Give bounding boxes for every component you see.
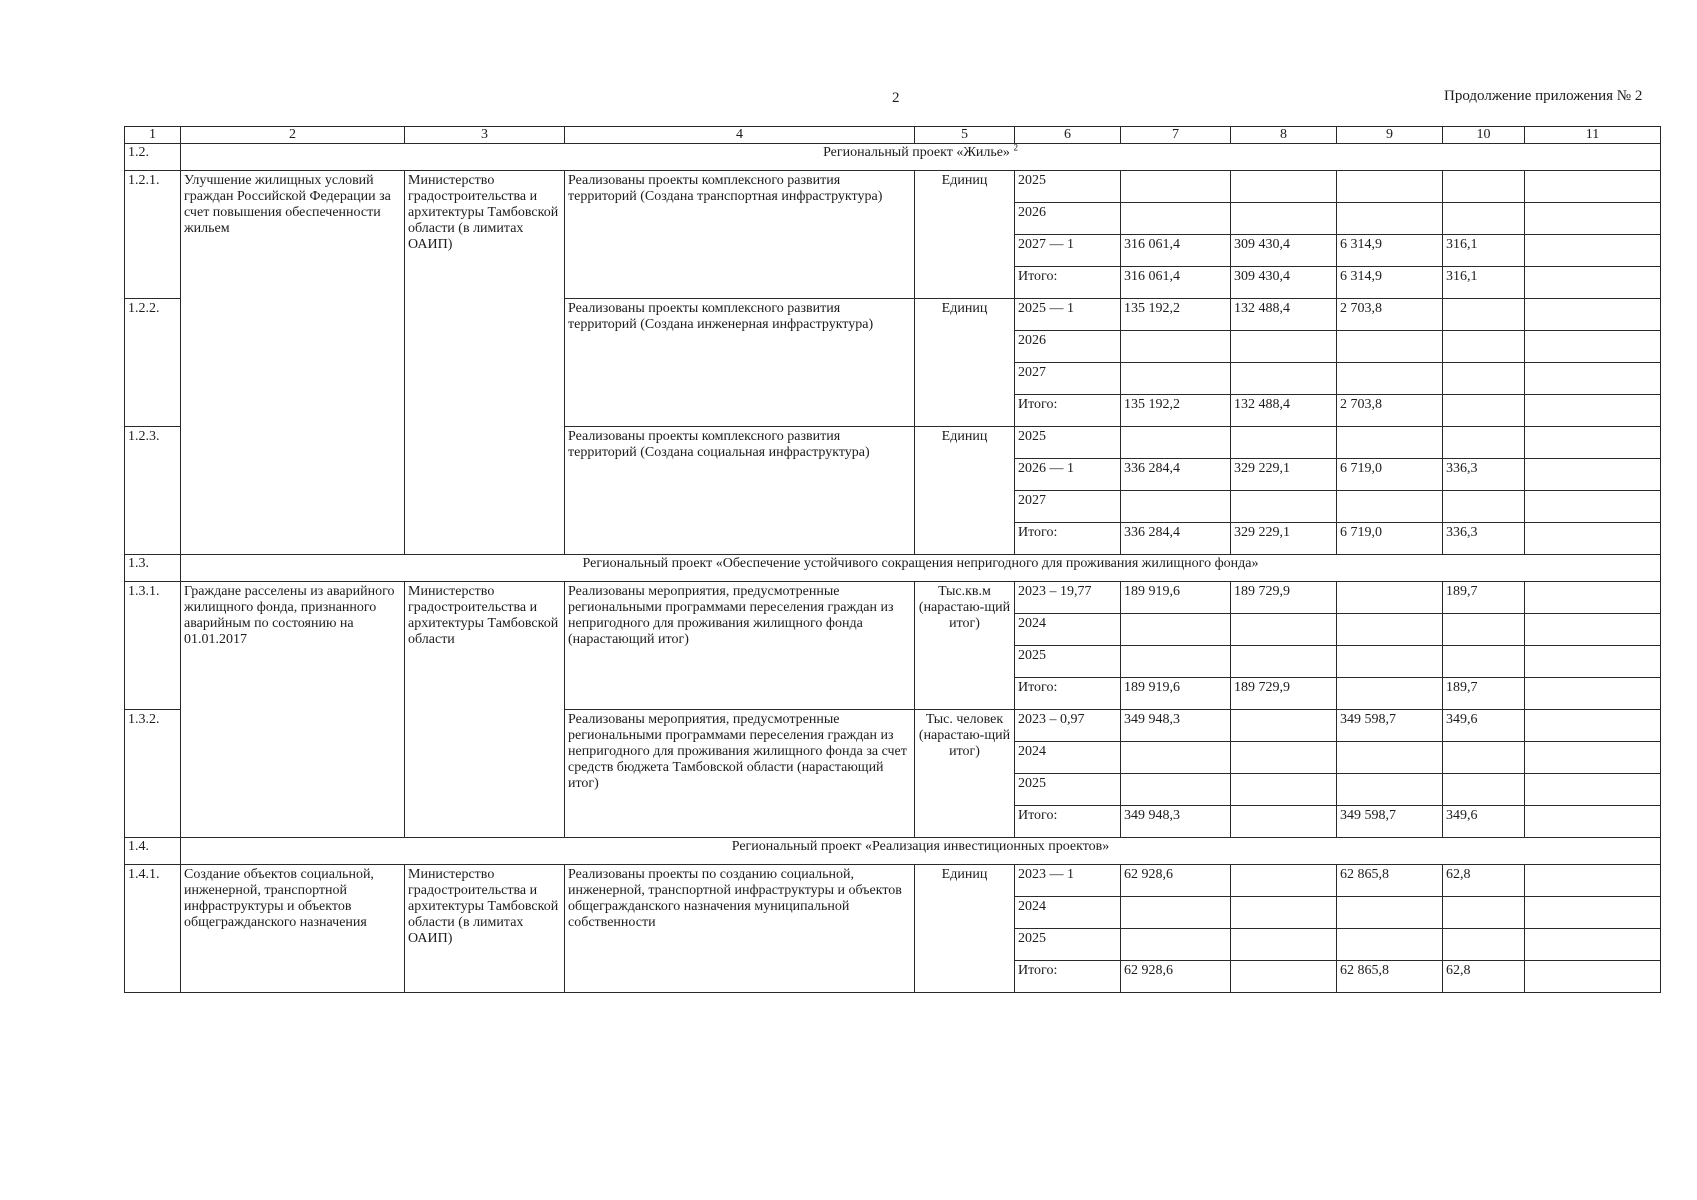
value-cell (1231, 331, 1337, 363)
appendix-continuation: Продолжение приложения № 2 (1444, 88, 1643, 104)
value-cell: 2 703,8 (1337, 299, 1443, 331)
value-cell: 336,3 (1443, 459, 1525, 491)
year-cell: 2026 — 1 (1015, 459, 1121, 491)
value-cell (1525, 523, 1661, 555)
value-cell (1231, 646, 1337, 678)
result-description: Реализованы проекты комплексного развития территорий (Создана транспортная инфраструктура) (565, 171, 915, 299)
appendix-table (124, 126, 1661, 993)
value-cell (1337, 742, 1443, 774)
value-cell (1443, 646, 1525, 678)
value-cell: 189 919,6 (1121, 582, 1231, 614)
year-cell: 2025 (1015, 427, 1121, 459)
value-cell: 329 229,1 (1231, 523, 1337, 555)
value-cell (1121, 646, 1231, 678)
section-title (181, 144, 1661, 171)
value-cell (1443, 491, 1525, 523)
total-label: Итого: (1015, 267, 1121, 299)
section-title: Региональный проект «Обеспечение устойчивого сокращения непригодного для проживания жилищного фонда» (181, 555, 1661, 582)
value-cell (1443, 331, 1525, 363)
value-cell: 189 919,6 (1121, 678, 1231, 710)
value-cell (1121, 203, 1231, 235)
value-cell (1337, 897, 1443, 929)
value-cell (1121, 171, 1231, 203)
item-number: 1.4.1. (125, 865, 181, 993)
value-cell: 349 598,7 (1337, 806, 1443, 838)
task-executor: Министерство градостроительства и архитектуры Тамбовской области (405, 582, 565, 838)
value-cell: 189 729,9 (1231, 678, 1337, 710)
value-cell: 349,6 (1443, 806, 1525, 838)
value-cell: 336 284,4 (1121, 523, 1231, 555)
page-number: 2 (892, 90, 900, 106)
value-cell: 62 865,8 (1337, 865, 1443, 897)
column-header: 2 (181, 127, 405, 144)
value-cell (1443, 742, 1525, 774)
item-number: 1.2.1. (125, 171, 181, 299)
value-cell (1525, 299, 1661, 331)
value-cell (1525, 897, 1661, 929)
value-cell (1525, 774, 1661, 806)
value-cell: 329 229,1 (1231, 459, 1337, 491)
value-cell (1525, 806, 1661, 838)
item-number: 1.3.1. (125, 582, 181, 710)
value-cell (1525, 235, 1661, 267)
value-cell (1337, 774, 1443, 806)
value-cell (1231, 491, 1337, 523)
value-cell: 349 598,7 (1337, 710, 1443, 742)
value-cell (1121, 363, 1231, 395)
total-label: Итого: (1015, 806, 1121, 838)
year-cell: 2025 (1015, 929, 1121, 961)
column-header: 3 (405, 127, 565, 144)
value-cell: 336,3 (1443, 523, 1525, 555)
value-cell (1443, 363, 1525, 395)
task-executor: Министерство градостроительства и архитектуры Тамбовской области (в лимитах ОАИП) (405, 171, 565, 555)
year-cell: 2026 (1015, 203, 1121, 235)
table-row (125, 865, 1661, 897)
value-cell: 189 729,9 (1231, 582, 1337, 614)
value-cell (1231, 427, 1337, 459)
value-cell (1443, 299, 1525, 331)
value-cell (1337, 331, 1443, 363)
column-header: 9 (1337, 127, 1443, 144)
value-cell (1525, 865, 1661, 897)
value-cell (1231, 774, 1337, 806)
column-header: 4 (565, 127, 915, 144)
value-cell (1337, 678, 1443, 710)
value-cell (1231, 806, 1337, 838)
unit-of-measure: Тыс.кв.м (нарастаю-щий итог) (915, 582, 1015, 710)
value-cell: 309 430,4 (1231, 267, 1337, 299)
result-description: Реализованы мероприятия, предусмотренные региональными программами переселения граждан из непригодного для проживания жилищного фонда за счет средств бюджета Тамбовской области (нарастающий итог) (565, 710, 915, 838)
value-cell: 189,7 (1443, 582, 1525, 614)
value-cell (1231, 614, 1337, 646)
value-cell (1337, 427, 1443, 459)
value-cell (1337, 646, 1443, 678)
section-row (125, 555, 1661, 582)
value-cell (1337, 929, 1443, 961)
value-cell (1525, 363, 1661, 395)
value-cell: 6 719,0 (1337, 523, 1443, 555)
task-executor: Министерство градостроительства и архитектуры Тамбовской области (в лимитах ОАИП) (405, 865, 565, 993)
value-cell (1337, 614, 1443, 646)
value-cell (1337, 582, 1443, 614)
item-number: 1.2.2. (125, 299, 181, 427)
value-cell (1121, 614, 1231, 646)
column-numbers-row (125, 127, 1661, 144)
section-number: 1.2. (125, 144, 181, 171)
table-row (125, 171, 1661, 203)
unit-of-measure: Тыс. человек (нарастаю-щий итог) (915, 710, 1015, 838)
year-cell: 2023 – 0,97 (1015, 710, 1121, 742)
value-cell (1231, 897, 1337, 929)
table-row (125, 582, 1661, 614)
total-label: Итого: (1015, 678, 1121, 710)
year-cell: 2027 (1015, 363, 1121, 395)
value-cell (1231, 742, 1337, 774)
year-cell: 2023 – 19,77 (1015, 582, 1121, 614)
value-cell (1525, 710, 1661, 742)
value-cell (1231, 961, 1337, 993)
value-cell: 62,8 (1443, 865, 1525, 897)
result-description: Реализованы проекты по созданию социальной, инженерной, транспортной инфраструктуры и объектов общегражданского назначения муниципальной собственности (565, 865, 915, 993)
value-cell: 135 192,2 (1121, 395, 1231, 427)
value-cell: 62 928,6 (1121, 865, 1231, 897)
total-label: Итого: (1015, 395, 1121, 427)
item-number: 1.3.2. (125, 710, 181, 838)
value-cell (1525, 427, 1661, 459)
value-cell (1525, 742, 1661, 774)
value-cell (1443, 897, 1525, 929)
value-cell (1443, 203, 1525, 235)
value-cell: 135 192,2 (1121, 299, 1231, 331)
value-cell: 189,7 (1443, 678, 1525, 710)
value-cell (1525, 646, 1661, 678)
value-cell (1337, 491, 1443, 523)
value-cell (1525, 929, 1661, 961)
value-cell (1525, 491, 1661, 523)
item-number: 1.2.3. (125, 427, 181, 555)
value-cell: 2 703,8 (1337, 395, 1443, 427)
unit-of-measure: Единиц (915, 299, 1015, 427)
value-cell (1443, 171, 1525, 203)
year-cell: 2023 — 1 (1015, 865, 1121, 897)
value-cell (1443, 427, 1525, 459)
value-cell (1337, 171, 1443, 203)
value-cell (1443, 929, 1525, 961)
column-header: 7 (1121, 127, 1231, 144)
year-cell: 2025 (1015, 646, 1121, 678)
value-cell (1525, 267, 1661, 299)
column-header: 8 (1231, 127, 1337, 144)
value-cell: 309 430,4 (1231, 235, 1337, 267)
result-description: Реализованы проекты комплексного развития территорий (Создана инженерная инфраструктура) (565, 299, 915, 427)
value-cell: 6 314,9 (1337, 267, 1443, 299)
task-name: Создание объектов социальной, инженерной, транспортной инфраструктуры и объектов общегражданского назначения (181, 865, 405, 993)
value-cell: 349 948,3 (1121, 710, 1231, 742)
value-cell (1121, 491, 1231, 523)
section-row (125, 144, 1661, 171)
value-cell (1231, 929, 1337, 961)
value-cell (1443, 614, 1525, 646)
column-header: 11 (1525, 127, 1661, 144)
total-label: Итого: (1015, 961, 1121, 993)
value-cell (1525, 203, 1661, 235)
value-cell (1121, 427, 1231, 459)
value-cell: 62,8 (1443, 961, 1525, 993)
value-cell (1231, 710, 1337, 742)
value-cell (1525, 459, 1661, 491)
section-title-text: Региональный проект «Жилье» (823, 145, 1010, 160)
value-cell (1337, 203, 1443, 235)
value-cell (1121, 897, 1231, 929)
value-cell: 62 865,8 (1337, 961, 1443, 993)
year-cell: 2025 (1015, 774, 1121, 806)
section-number: 1.4. (125, 838, 181, 865)
value-cell (1525, 395, 1661, 427)
value-cell (1231, 865, 1337, 897)
value-cell: 349 948,3 (1121, 806, 1231, 838)
year-cell: 2024 (1015, 614, 1121, 646)
section-title: Региональный проект «Реализация инвестиционных проектов» (181, 838, 1661, 865)
year-cell: 2025 — 1 (1015, 299, 1121, 331)
column-header: 5 (915, 127, 1015, 144)
value-cell (1525, 961, 1661, 993)
value-cell: 132 488,4 (1231, 299, 1337, 331)
task-name: Граждане расселены из аварийного жилищного фонда, признанного аварийным по состоянию на 01.01.2017 (181, 582, 405, 838)
value-cell (1525, 678, 1661, 710)
year-cell: 2027 (1015, 491, 1121, 523)
value-cell (1121, 742, 1231, 774)
year-cell: 2024 (1015, 742, 1121, 774)
unit-of-measure: Единиц (915, 427, 1015, 555)
unit-of-measure: Единиц (915, 171, 1015, 299)
total-label: Итого: (1015, 523, 1121, 555)
result-description: Реализованы мероприятия, предусмотренные региональными программами переселения граждан из непригодного для проживания жилищного фонда (нарастающий итог) (565, 582, 915, 710)
value-cell (1231, 203, 1337, 235)
value-cell (1121, 774, 1231, 806)
column-header: 6 (1015, 127, 1121, 144)
value-cell (1443, 395, 1525, 427)
value-cell: 6 314,9 (1337, 235, 1443, 267)
value-cell: 336 284,4 (1121, 459, 1231, 491)
value-cell: 6 719,0 (1337, 459, 1443, 491)
value-cell (1525, 331, 1661, 363)
value-cell: 316 061,4 (1121, 235, 1231, 267)
unit-of-measure: Единиц (915, 865, 1015, 993)
value-cell (1231, 171, 1337, 203)
task-name: Улучшение жилищных условий граждан Российской Федерации за счет повышения обеспеченности жильем (181, 171, 405, 555)
year-cell: 2025 (1015, 171, 1121, 203)
value-cell (1121, 929, 1231, 961)
value-cell (1525, 171, 1661, 203)
section-row (125, 838, 1661, 865)
value-cell: 316,1 (1443, 235, 1525, 267)
footnote-mark: 2 (1013, 143, 1018, 153)
value-cell (1121, 331, 1231, 363)
value-cell: 132 488,4 (1231, 395, 1337, 427)
value-cell: 349,6 (1443, 710, 1525, 742)
value-cell (1231, 363, 1337, 395)
column-header: 10 (1443, 127, 1525, 144)
value-cell (1525, 582, 1661, 614)
result-description: Реализованы проекты комплексного развития территорий (Создана социальная инфраструктура) (565, 427, 915, 555)
value-cell (1337, 363, 1443, 395)
value-cell (1443, 774, 1525, 806)
year-cell: 2024 (1015, 897, 1121, 929)
year-cell: 2027 — 1 (1015, 235, 1121, 267)
value-cell: 62 928,6 (1121, 961, 1231, 993)
value-cell: 316,1 (1443, 267, 1525, 299)
value-cell: 316 061,4 (1121, 267, 1231, 299)
section-number: 1.3. (125, 555, 181, 582)
year-cell: 2026 (1015, 331, 1121, 363)
value-cell (1525, 614, 1661, 646)
column-header: 1 (125, 127, 181, 144)
